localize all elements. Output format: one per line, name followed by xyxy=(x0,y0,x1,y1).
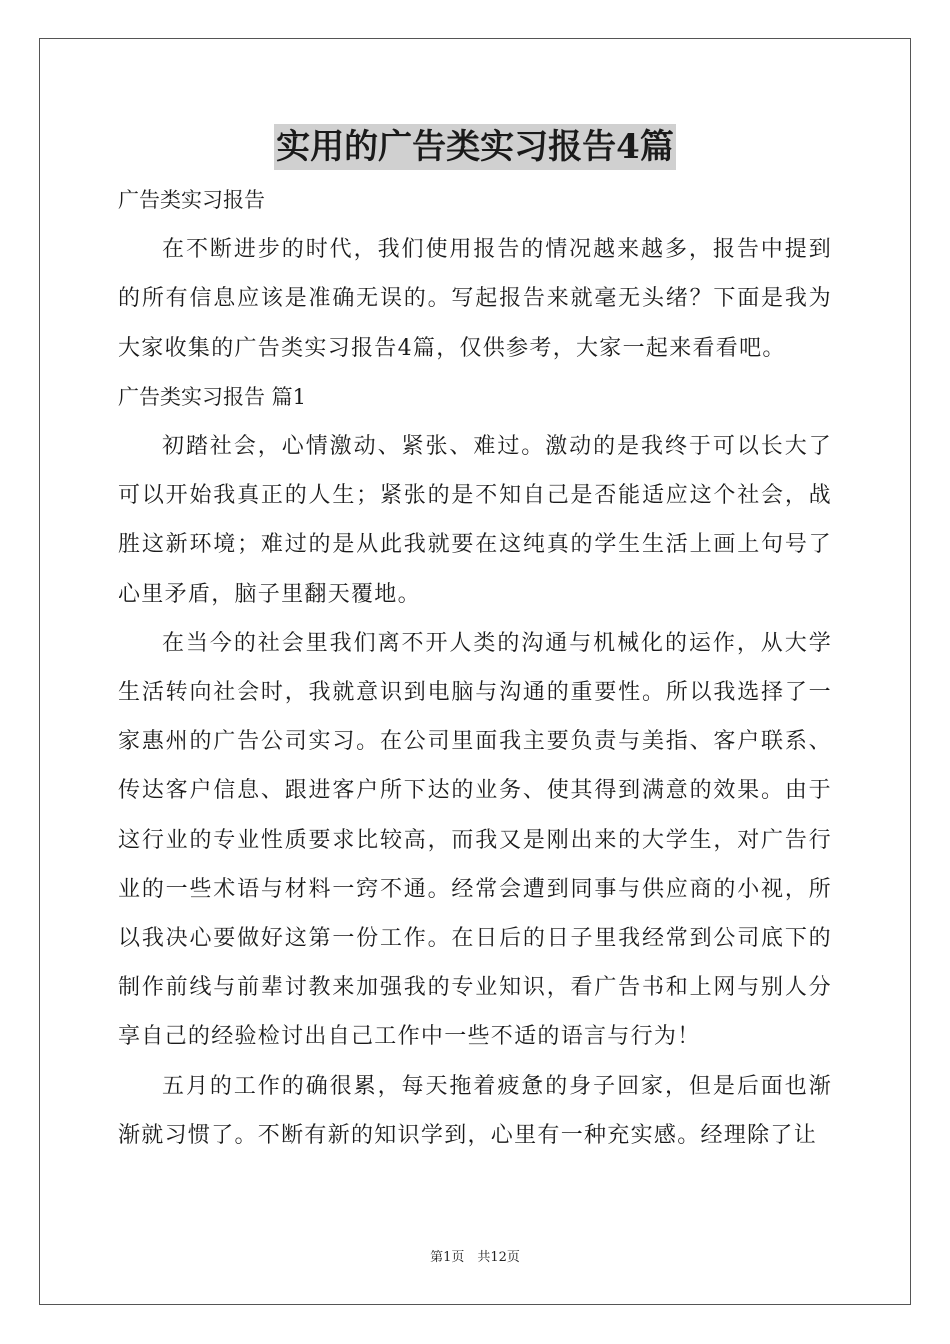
document-title: 实用的广告类实习报告4篇 xyxy=(274,124,676,170)
title-container xyxy=(0,124,950,170)
page-footer xyxy=(0,1246,950,1265)
intro-paragraph: 在不断进步的时代，我们使用报告的情况越来越多，报告中提到的所有信息应该是准确无误的。写起报告来就毫无头绪？下面是我为大家收集的广告类实习报告4篇，仅供参考，大家一起来看看吧。 xyxy=(118,237,832,361)
page-number: 第1页 共12页 xyxy=(430,1250,520,1265)
section-heading: 广告类实习报告 xyxy=(118,188,265,212)
body-paragraph-2: 在当今的社会里我们离不开人类的沟通与机械化的运作，从大学生活转向社会时，我就意识到电脑与沟通的重要性。所以我选择了一家惠州的广告公司实习。在公司里面我主要负责与美指、客户联系、传达客户信息、跟进客户所下达的业务、使其得到满意的效果。由于这行业的专业性质要求比较高，而我又是刚出来的大学生，对广告行业的一些术语与材料一窍不通。经常会遭到同事与供应商的小视，所以我决心要做好这第一份工作。在日后的日子里我经常到公司底下的制作前线与前辈讨教来加强我的专业知识，看广告书和上网与别人分享自己的经验检讨出自己工作中一些不适的语言与行为！ xyxy=(118,630,832,1050)
article-heading: 广告类实习报告 篇1 xyxy=(118,384,307,409)
document-body xyxy=(118,176,832,1160)
body-paragraph-3: 五月的工作的确很累，每天拖着疲惫的身子回家，但是后面也渐渐就习惯了。不断有新的知识学到，心里有一种充实感。经理除了让 xyxy=(118,1073,832,1148)
body-paragraph-1: 初踏社会，心情激动、紧张、难过。激动的是我终于可以长大了可以开始我真正的人生；紧张的是不知自己是否能适应这个社会，战胜这新环境；难过的是从此我就要在这纯真的学生生活上画上句号了心里矛盾，脑子里翻天覆地。 xyxy=(118,434,832,607)
